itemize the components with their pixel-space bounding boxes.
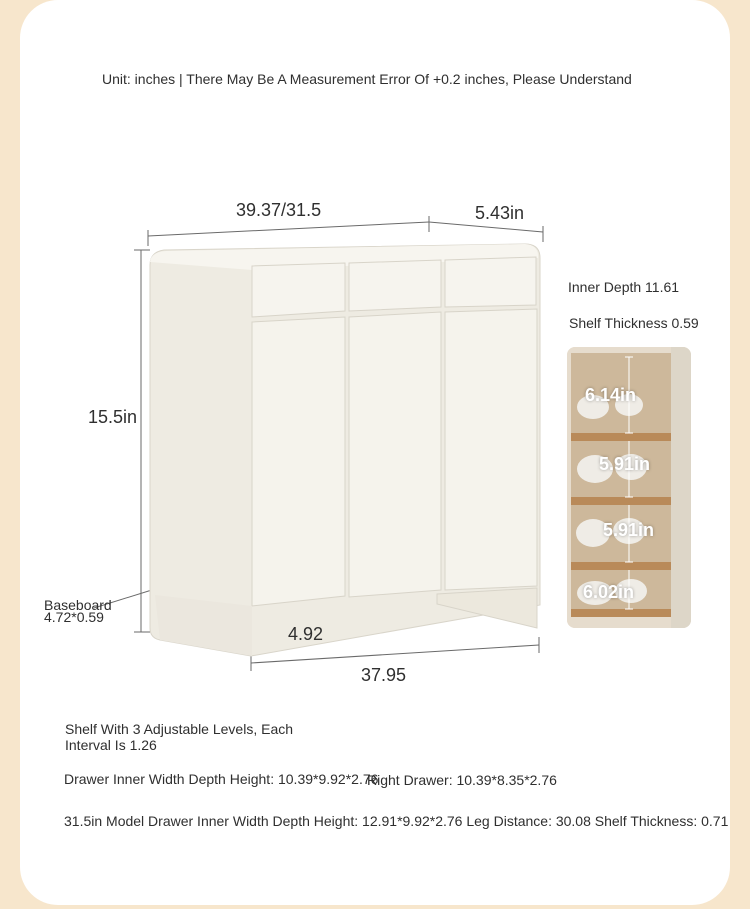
height-dimension: 15.5in — [88, 407, 138, 427]
bottom-width-dimension: 37.95 — [361, 665, 407, 685]
level-2-height: 5.91in — [599, 454, 651, 474]
interior-photo — [567, 347, 691, 628]
model-specs: 31.5in Model Drawer Inner Width Depth Height: 12.91*9.92*2.76 Leg Distance: 30.08 Shelf Thickness: 0.71 — [64, 813, 729, 829]
shelf-thickness: Shelf Thickness 0.59 — [569, 315, 699, 331]
right-drawer-dimensions: Right Drawer: 10.39*8.35*2.76 — [367, 772, 557, 788]
leg-height-dimension: 4.92 — [288, 624, 324, 644]
baseboard-label: Baseboard — [44, 597, 112, 613]
drawer-inner-dimensions: Drawer Inner Width Depth Height: 10.39*9.92*2.76 — [64, 771, 379, 787]
leg-panel — [437, 588, 537, 628]
baseboard-size: 4.72*0.59 — [44, 609, 104, 625]
level-3-height: 5.91in — [603, 520, 655, 540]
level-4-height: 6.02in — [583, 582, 635, 602]
unit-note: Unit: inches | There May Be A Measurement Error Of +0.2 inches, Please Understand — [102, 71, 632, 87]
doors — [252, 309, 537, 606]
depth-dimension: 5.43in — [475, 203, 525, 223]
level-1-height: 6.14in — [585, 385, 637, 405]
shelf-levels-line-1: Shelf With 3 Adjustable Levels, Each — [65, 721, 294, 737]
shelf-levels-line-2: Interval Is 1.26 — [65, 737, 157, 753]
inner-depth: Inner Depth 11.61 — [568, 279, 680, 295]
width-dimension: 39.37/31.5 — [236, 200, 322, 220]
